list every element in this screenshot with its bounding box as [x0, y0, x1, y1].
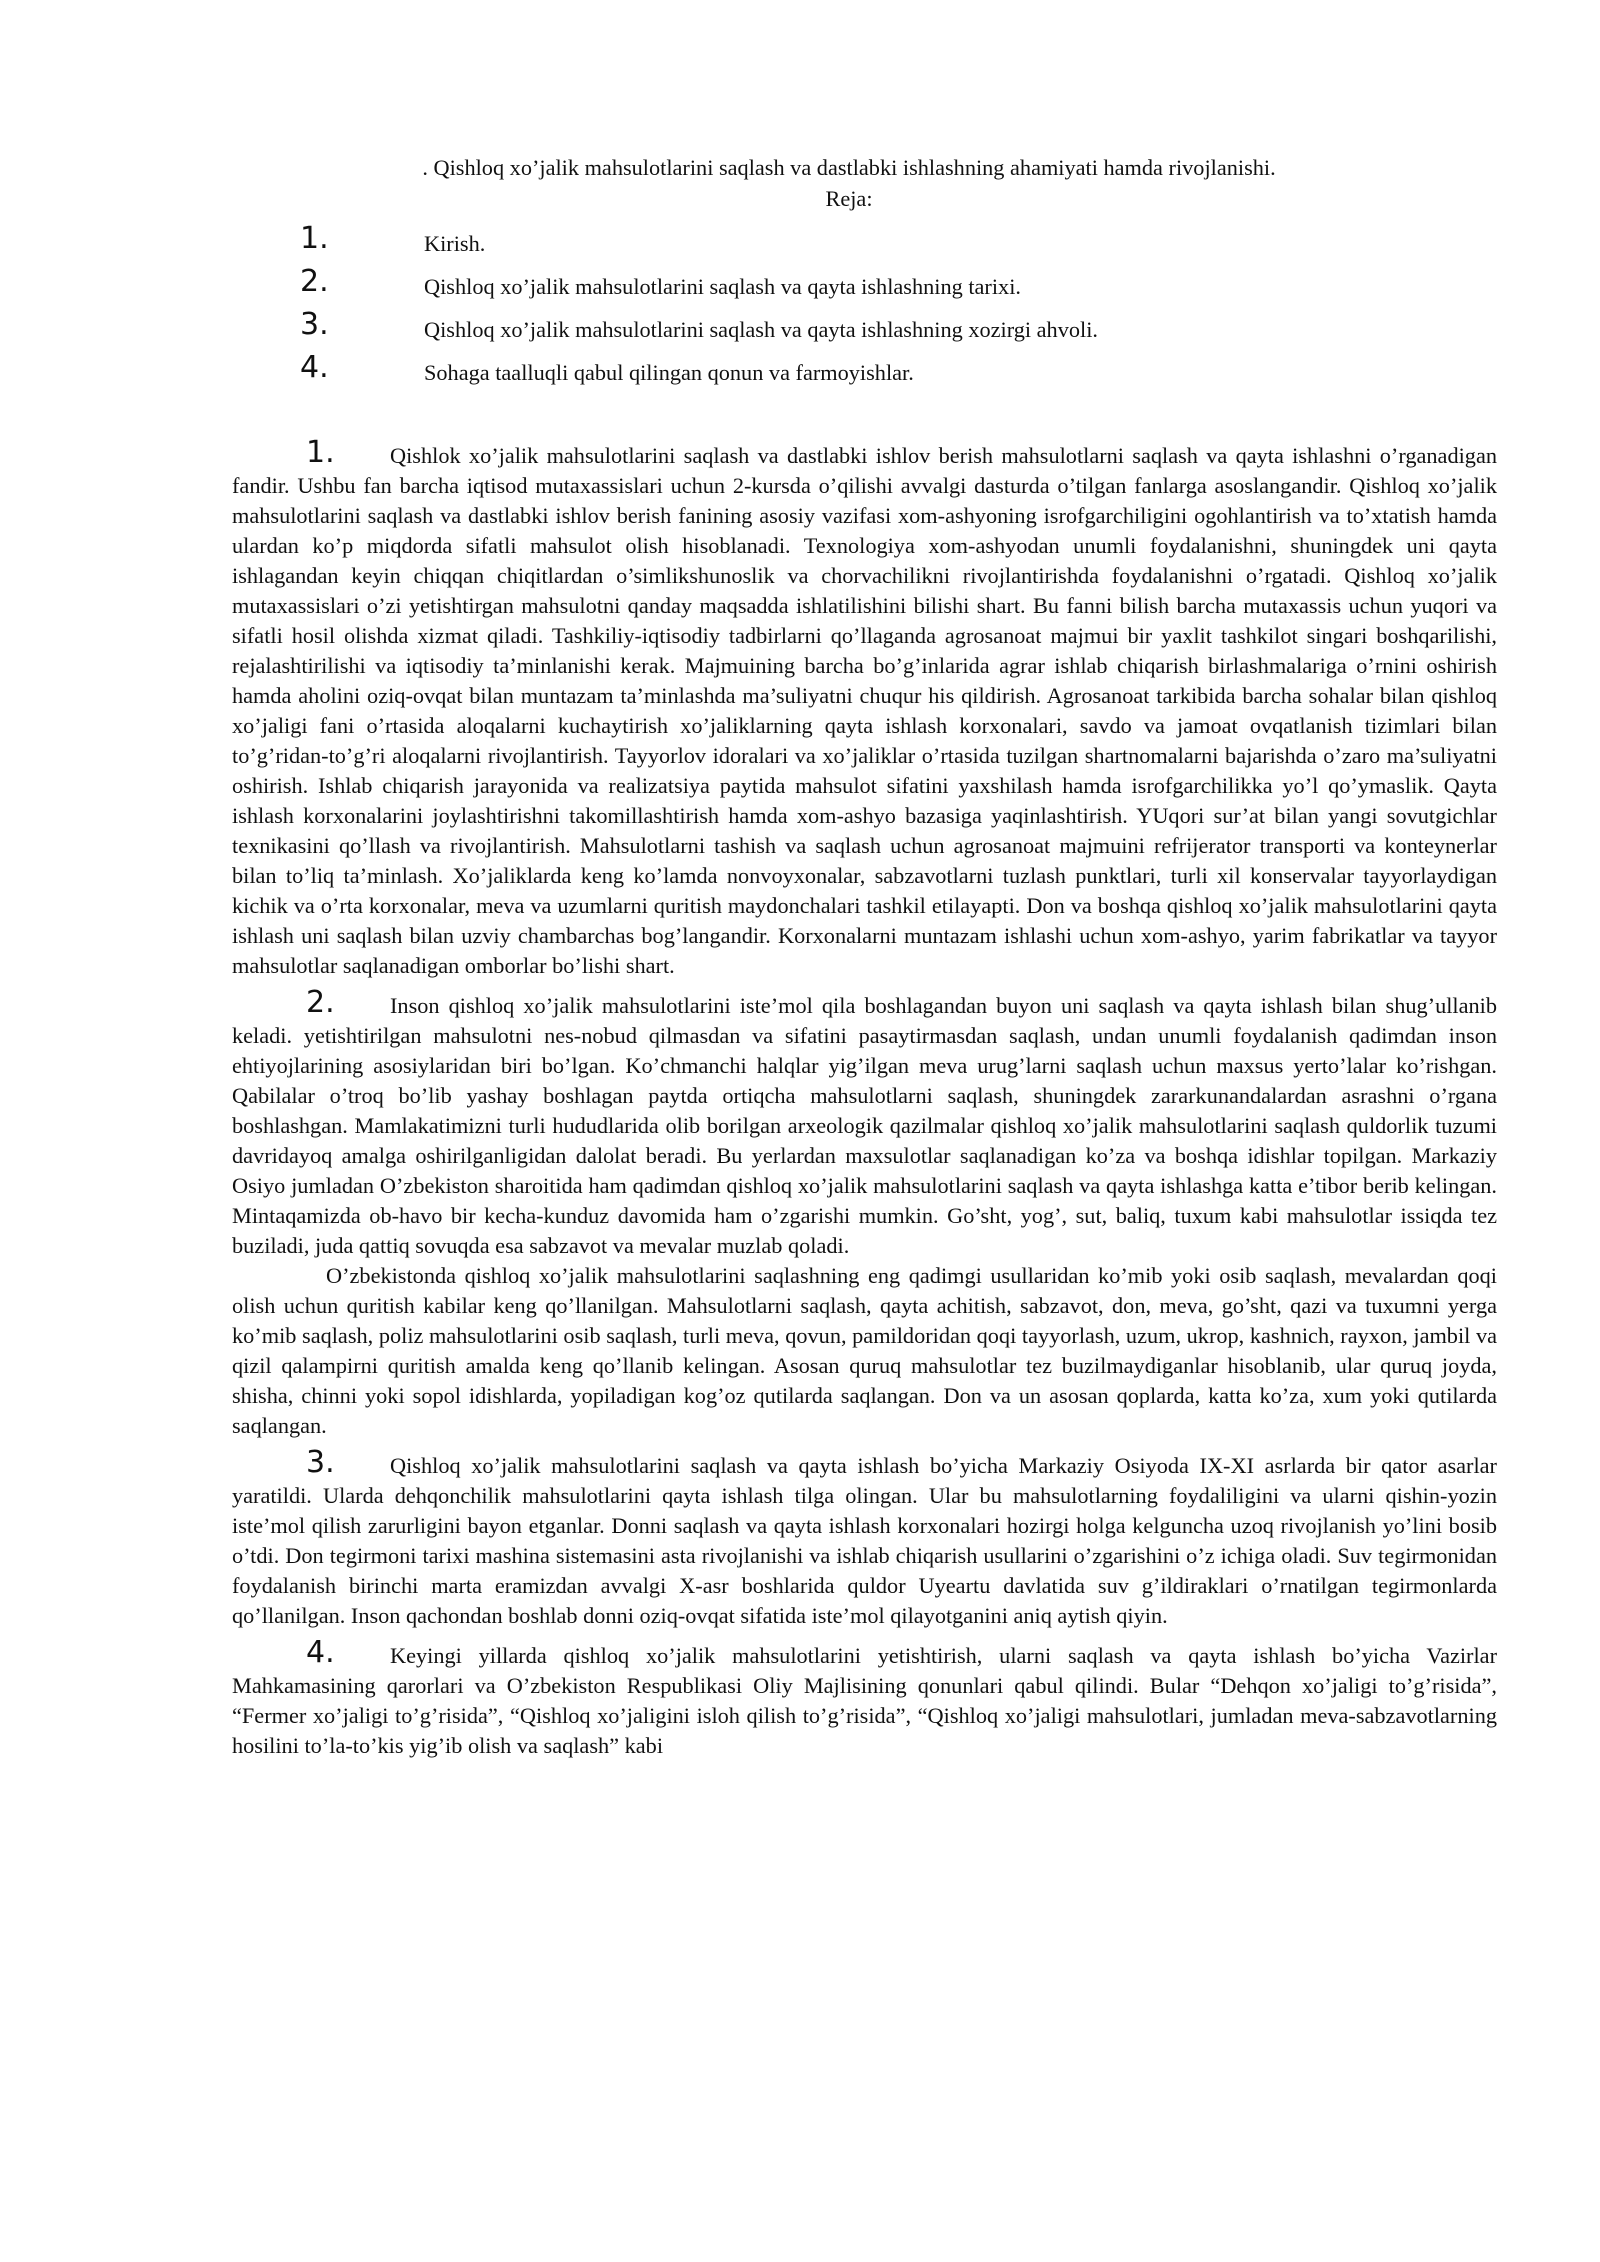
section-paragraph [232, 1261, 1497, 1441]
section-number: 2. [306, 985, 335, 1020]
plan-item-text: Qishloq xo’jalik mahsulotlarini saqlash va qayta ishlashning tarixi. [424, 274, 1021, 299]
section-text: O’zbekistonda qishloq xo’jalik mahsulotlarini saqlashning eng qadimgi usullaridan ko’mib yoki osib saqlash, mevalardan qoqi olish uchun quritish kabilar keng qo’llanilgan. Mahsulotlarni saqlash, qayta achitish, sabzavot, don, meva, go’sht, qazi va tuxumni yerga ko’mib saqlash, poliz mahsulotlarini osib saqlash, turli meva, qovun, pamildoridan qoqi tayyorlash, uzum, ukrop, kashnich, rayxon, jambil va qizil qalampirni quritish amalda keng qo’llanib kelingan. Asosan quruq mahsulotlar tez buzilmaydiganlar hisoblanib, ular quruq joyda, shisha, chinni yoki sopol idishlarda, yopiladigan kog’oz qutilarda saqlangan. Don va un asosan qoplarda, katta ko’za, xum yoki qutilarda saqlangan. [232, 1263, 1497, 1438]
plan-item-text: Sohaga taalluqli qabul qilingan qonun va farmoyishlar. [424, 360, 914, 385]
section-text: Qishlok xo’jalik mahsulotlarini saqlash va dastlabki ishlov berish mahsulotlarni saqlash va qayta ishlashni o’rganadigan fandir. Ushbu fan barcha iqtisod mutaxassislari uchun 2-kursda o’qilishi avvalgi dasturda o’tilgan fanlarga asoslangandir. Qishloq xo’jalik mahsulotlarini saqlash va dastlabki ishlov berish fanining asosiy vazifasi xom-ashyoning isrofgarchiligini ogohlantirish va to’xtatish hamda ulardan ko’p miqdorda sifatli mahsulot olish hisoblanadi. Texnologiya xom-ashyodan unumli foydalanishni, shuningdek uni qayta ishlagandan keyin chiqqan chiqitlardan o’simlikshunoslik va chorvachilikni rivojlantirishda foydalanishni o’rgatadi. Qishloq xo’jalik mutaxassislari o’zi yetishtirgan mahsulotni qanday maqsadda ishlatilishini bilishi shart. Bu fanni bilish barcha mutaxassis uchun yuqori va sifatli hosil olishda xizmat qiladi. Tashkiliy-iqtisodiy tadbirlarni qo’llaganda agrosanoat majmui bir yaxlit tashkilot singari boshqarilishi, rejalashtirilishi va iqtisodiy ta’minlanishi kerak. Majmuining barcha bo’g’inlarida agrar ishlab chiqarish birlashmalariga o’rnini oshirish hamda aholini oziq-ovqat bilan muntazam ta’minlashda ma’suliyatni chuqur his qildirish. Agrosanoat tarkibida barcha sohalar bilan qishloq xo’jaligi fani o’rtasida aloqalarni kuchaytirish xo’jaliklarning qayta ishlash korxonalari, savdo va jamoat ovqatlanish tizimlari bilan to’g’ridan-to’g’ri aloqalarni rivojlantirish. Tayyorlov idoralari va xo’jaliklar o’rtasida tuzilgan shartnomalarni bajarishda o’zaro ma’suliyatni oshirish. Ishlab chiqarish jarayonida va realizatsiya paytida mahsulot sifatini yaxshilash hamda isrofgarchilikka yo’l qo’ymaslik. Qayta ishlash korxonalarini joylashtirishni takomillashtirish hamda xom-ashyo bazasiga yaqinlashtirish. YUqori sur’at bilan yangi sovutgichlar texnikasini qo’llash va rivojlantirish. Mahsulotlarni tashish va saqlash uchun agrosanoat majmuini refrijerator transporti va konteynerlar bilan to’liq ta’minlash. Xo’jaliklarda keng ko’lamda nonvoyxonalar, sabzavotlarni tuzlash punktlari, turli xil konservalar tayyorlaydigan kichik va o’rta korxonalar, meva va uzumlarni quritish maydonchalari tashkil etilayapti. Don va boshqa qishloq xo’jalik mahsulotlarini qayta ishlash uni saqlash bilan uzviy chambarchas bog’langandir. Korxonalarni muntazam ishlashi uchun xom-ashyo, yarim fabrikatlar va tayyor mahsulotlar saqlanadigan omborlar bo’lishi shart. [232, 443, 1497, 978]
plan-item-number: 3. [300, 307, 329, 342]
section-number: 4. [306, 1635, 335, 1670]
section-number: 3. [306, 1445, 335, 1480]
section-text: Qishloq xo’jalik mahsulotlarini saqlash va qayta ishlash bo’yicha Markaziy Osiyoda IX-XI asrlarda bir qator asarlar yaratildi. Ularda dehqonchilik mahsulotlarini qayta ishlash tilga olingan. Ular bu mahsulotlarning foydaliligini va ularni qishin-yozin iste’mol qilish zarurligini bayon etganlar. Donni saqlash va qayta ishlash korxonalari hozirgi holga kelguncha uzoq rivojlanish yo’lini bosib o’tdi. Don tegirmoni tarixi mashina sistemasini asta rivojlanishi va ishlab chiqarish usullarini o’zgarishini o’z ichiga oladi. Suv tegirmonidan foydalanish birinchi marta eramizdan avvalgi X-asr boshlarida quldor Uyeartu davlatida suv g’ildiraklari o’rnatilgan tegirmonlarda qo’llanilgan. Inson qachondan boshlab donni oziq-ovqat sifatida iste’mol qilayotganini aniq aytish qiyin. [232, 1453, 1497, 1628]
plan-item-number: 2. [300, 264, 329, 299]
plan-item-number: 4. [300, 350, 329, 385]
section-paragraph [232, 1445, 1497, 1631]
plan-item-text: Qishloq xo’jalik mahsulotlarini saqlash va qayta ishlashning xozirgi ahvoli. [424, 317, 1098, 342]
plan-item [0, 307, 1600, 350]
plan-item [0, 264, 1600, 307]
section-paragraph [232, 435, 1497, 981]
section-number: 1. [306, 435, 335, 470]
plan-item-text: Kirish. [424, 231, 486, 256]
section-paragraph [232, 1635, 1497, 1761]
document-title: . Qishloq xo’jalik mahsulotlarini saqlash va dastlabki ishlashning ahamiyati hamda rivojlanishi. [422, 155, 1276, 180]
plan-list [0, 221, 1600, 393]
section-text: Inson qishloq xo’jalik mahsulotlarini iste’mol qila boshlagandan buyon uni saqlash va qayta ishlash bilan shug’ullanib keladi. yetishtirilgan mahsulotni nes-nobud qilmasdan va sifatini pasaytirmasdan saqlash, undan unumli foydalanish qadimdan inson ehtiyojlarining asosiylaridan biri bo’lgan. Ko’chmanchi halqlar yig’ilgan meva urug’larni saqlash uchun maxsus yerto’lalar ko’rishgan. Qabilalar o’troq bo’lib yashay boshlagan paytda ortiqcha mahsulotlarni saqlash, shuningdek zararkunandalardan asrashni o’rgana boshlashgan. Mamlakatimizni turli hududlarida olib borilgan arxeologik qazilmalar qishloq xo’jalik mahsulotlarini saqlash quldorlik tuzumi davridayoq amalga oshirilganligidan dalolat beradi. Bu yerlardan maxsulotlar saqlanadigan ko’za va boshqa idishlar topilgan. Markaziy Osiyo jumladan O’zbekiston sharoitida ham qadimdan qishloq xo’jalik mahsulotlarini saqlash va qayta ishlashga katta e’tibor berib kelingan. Mintaqamizda ob-havo bir kecha-kunduz davomida ham o’zgarishi mumkin. Go’sht, yog’, sut, baliq, tuxum kabi mahsulotlar issiqda tez buziladi, juda qattiq sovuqda esa sabzavot va mevalar muzlab qoladi. [232, 993, 1497, 1258]
document-body [232, 435, 1497, 1771]
plan-item [0, 350, 1600, 393]
section-paragraph [232, 985, 1497, 1261]
plan-heading: Reja: [825, 186, 873, 211]
plan-item-number: 1. [300, 221, 329, 256]
section-text: Keyingi yillarda qishloq xo’jalik mahsulotlarini yetishtirish, ularni saqlash va qayta ishlash bo’yicha Vazirlar Mahkamasining qarorlari va O’zbekiston Respublikasi Oliy Majlisining qonunlari qabul qilindi. Bular “Dehqon xo’jaligi to’g’risida”, “Fermer xo’jaligi to’g’risida”, “Qishloq xo’jaligini isloh qilish to’g’risida”, “Qishloq xo’jaligi mahsulotlari, jumladan meva-sabzavotlarning hosilini to’la-to’kis yig’ib olish va saqlash” kabi [232, 1643, 1497, 1758]
plan-item [0, 221, 1600, 264]
